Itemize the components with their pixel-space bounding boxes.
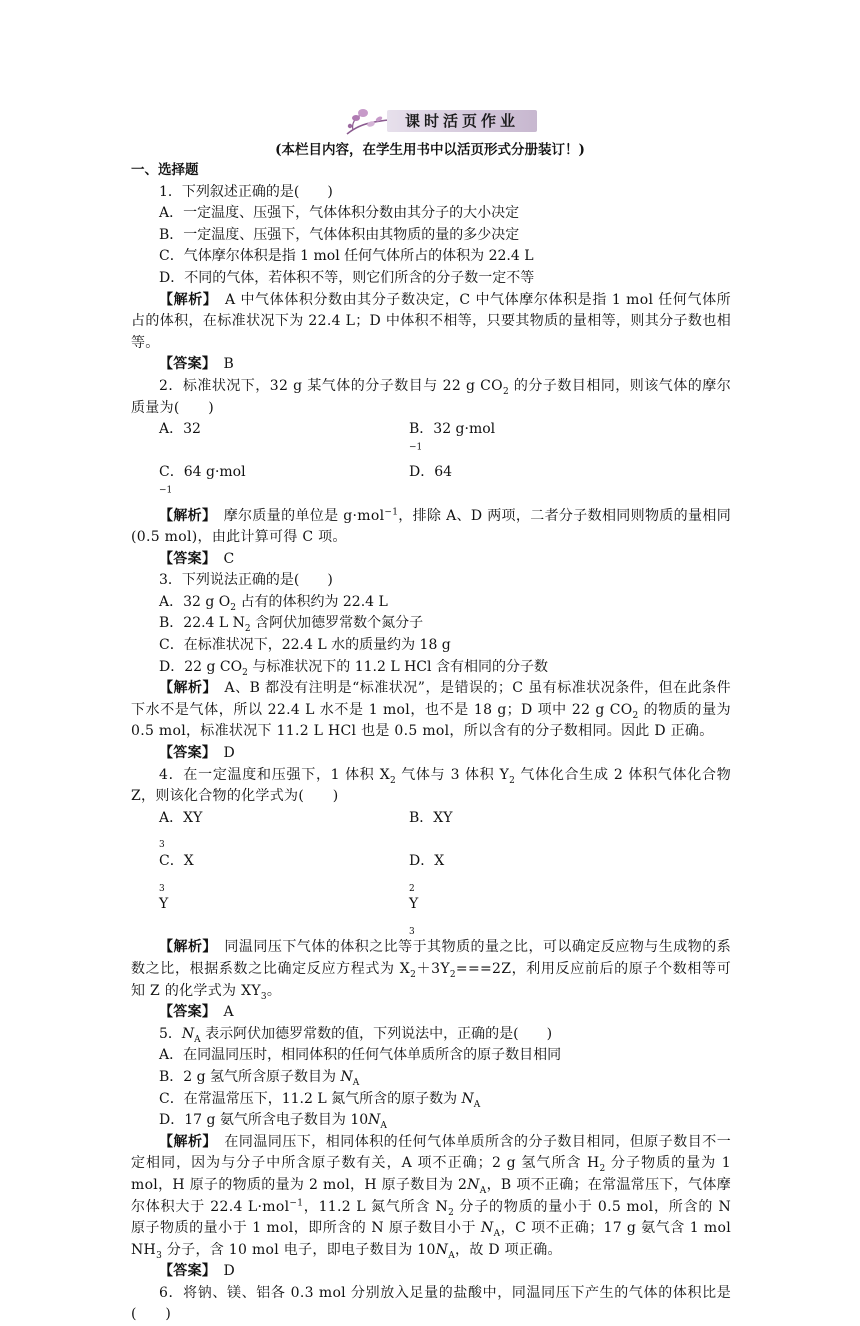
question-1-stem: 1．下列叙述正确的是( )	[159, 183, 333, 200]
question-6-stem: 6．将钠、镁、铝各 0.3 mol 分别放入足量的盐酸中，同温同压下产生的气体的体积比是( )	[131, 1284, 731, 1323]
question-1-analysis	[131, 290, 731, 355]
question-4-options-row-2	[131, 851, 731, 937]
question-4-option-d: D．$X_2Y_3$	[409, 853, 445, 937]
banner	[343, 104, 543, 138]
question-1-option-c: C．气体摩尔体积是指 1 mol 任何气体所占的体积为 22.4 L	[159, 248, 534, 265]
question-2-option-a: A．32	[159, 421, 201, 438]
section-heading: 一、选择题	[131, 162, 199, 178]
question-body	[131, 160, 731, 1326]
question-1-option-b: B．一定温度、压强下，气体体积由其物质的量的多少决定	[159, 226, 520, 243]
question-5-answer: 【答案】 D	[159, 1263, 236, 1280]
question-2-analysis: 【解析】 摩尔质量的单位是 g·mol$^{-1}$，排除 A、D 两项，二者分子数相同则物质的量相同(0.5 mol)，由此计算可得 C 项。	[131, 506, 731, 546]
question-3-answer: 【答案】 D	[159, 745, 236, 762]
question-4-option-c: C．$X_3Y$	[159, 853, 194, 913]
question-5-option-c: C．在常温常压下，11.2 L 氮气所含的原子数为 $N_A$	[159, 1090, 481, 1110]
question-3-stem: 3．下列说法正确的是( )	[159, 572, 333, 589]
question-2-stem: 2．标准状况下，32 g 某气体的分子数目与 22 g $CO_2$ 的分子数目相同，则该气体的摩尔质量为( )	[131, 377, 731, 416]
question-5-option-a: A．在同温同压时，相同体积的任何气体单质所含的原子数目相同	[159, 1047, 562, 1064]
question-4-stem: 4．在一定温度和压强下，1 体积 $X_2$ 气体与 3 体积 $Y_2$ 气体化合生成 2 体积气体化合物 Z，则该化合物的化学式为( )	[131, 766, 732, 805]
answer-value: B	[223, 356, 235, 373]
question-2-option-b: B．32 g·mol$^{-1}$	[409, 421, 496, 453]
question-3-option-c: C．在标准状况下，22.4 L 水的质量约为 18 g	[159, 637, 451, 654]
question-2-options-row-2	[131, 462, 731, 505]
question-5-analysis: 【解析】 在同温同压下，相同体积的任何气体单质所含的分子数目相同，但原子数目不一定相同，因为与分子中所含原子数有关，A 项不正确；2 g 氢气所含 $H_2$ 分子物质的量为 1 mol，H 原子的物质的量为 2 mol，H 原子数目为 $2N_A$，B 项不正确；在常温常压下，气体摩尔体积大于 22.4 L·mol$^{-1}$，11.2 L 氮气所含 $N_2$ 分子的物质的量小于 0.5 mol，所含的 N 原子物质的量小于 1 mol，即所含的 N 原子数目小于 $N_A$，C 项不正确；17 g 氨气含 1 mol $NH_3$ 分子，含 10 mol 电子，即电子数目为 $10N_A$，故 D 项正确。	[131, 1133, 731, 1261]
question-3-analysis: 【解析】 A、B 都没有注明是“标准状况”，是错误的；C 虽有标准状况条件，但在此条件下水不是气体，所以 22.4 L 水不是 1 mol，也不是 18 g；D 项中 22 g $CO_2$ 的物质的量为 0.5 mol，标准状况下 11.2 L HCl 也是 0.5 mol，所以含有的分子数相同。因此 D 正确。	[131, 680, 731, 740]
question-1-option-a: A．一定温度、压强下，气体体积分数由其分子的大小决定	[159, 205, 520, 222]
question-4-answer: 【答案】 A	[159, 1004, 234, 1021]
answer-label: 【答案】	[159, 356, 210, 373]
question-4-analysis: 【解析】 同温同压下气体的体积之比等于其物质的量之比，可以确定反应物与生成物的系数之比，根据系数之比确定反应方程式为 $X_2+3Y_2===2Z$，利用反应前后的原子个数相等可知 Z 的化学式为 $XY_3$。	[131, 939, 732, 1002]
question-3-option-b: B．22.4 L $N_2$ 含阿伏加德罗常数个氮分子	[159, 615, 424, 635]
question-2-option-d: D．64	[409, 464, 453, 481]
analysis-label: 【解析】	[159, 291, 211, 308]
analysis-text: A 中气体体积分数由其分子数决定，C 中气体摩尔体积是指 1 mol 任何气体所占的体积，在标准状况下为 22.4 L；D 中体积不相等，只要其物质的量相等，则其分子数也相等。	[131, 291, 731, 351]
question-3-option-a: A．32 g $O_2$ 占有的体积约为 22.4 L	[159, 593, 388, 613]
question-3-option-d: D．22 g $CO_2$ 与标准状况下的 11.2 L HCl 含有相同的分子数	[159, 658, 548, 678]
question-5-stem: 5．$N_A$ 表示阿伏加德罗常数的值，下列说法中，正确的是( )	[159, 1025, 553, 1045]
question-4-option-a: A．$XY_3$	[159, 809, 203, 851]
question-4-options-row-1	[131, 808, 731, 851]
question-2-options-row-1	[131, 419, 731, 462]
question-5-option-b: B．2 g 氢气所含原子数目为 $N_A$	[159, 1068, 360, 1088]
question-1-answer	[131, 354, 731, 376]
question-1-option-d: D．不同的气体，若体积不等，则它们所含的分子数一定不等	[159, 269, 535, 286]
question-2-answer: 【答案】 C	[159, 550, 235, 567]
banner-title: 课时活页作业	[387, 110, 537, 132]
question-5-option-d: D．17 g 氨气所含电子数目为 $10N_A$	[159, 1112, 387, 1131]
subtitle: (本栏目内容，在学生用书中以活页形式分册装订！)	[275, 142, 585, 158]
question-2-option-c: C．64 g·mol$^{-1}$	[159, 464, 246, 496]
question-4-option-b: B．XY	[409, 809, 453, 826]
